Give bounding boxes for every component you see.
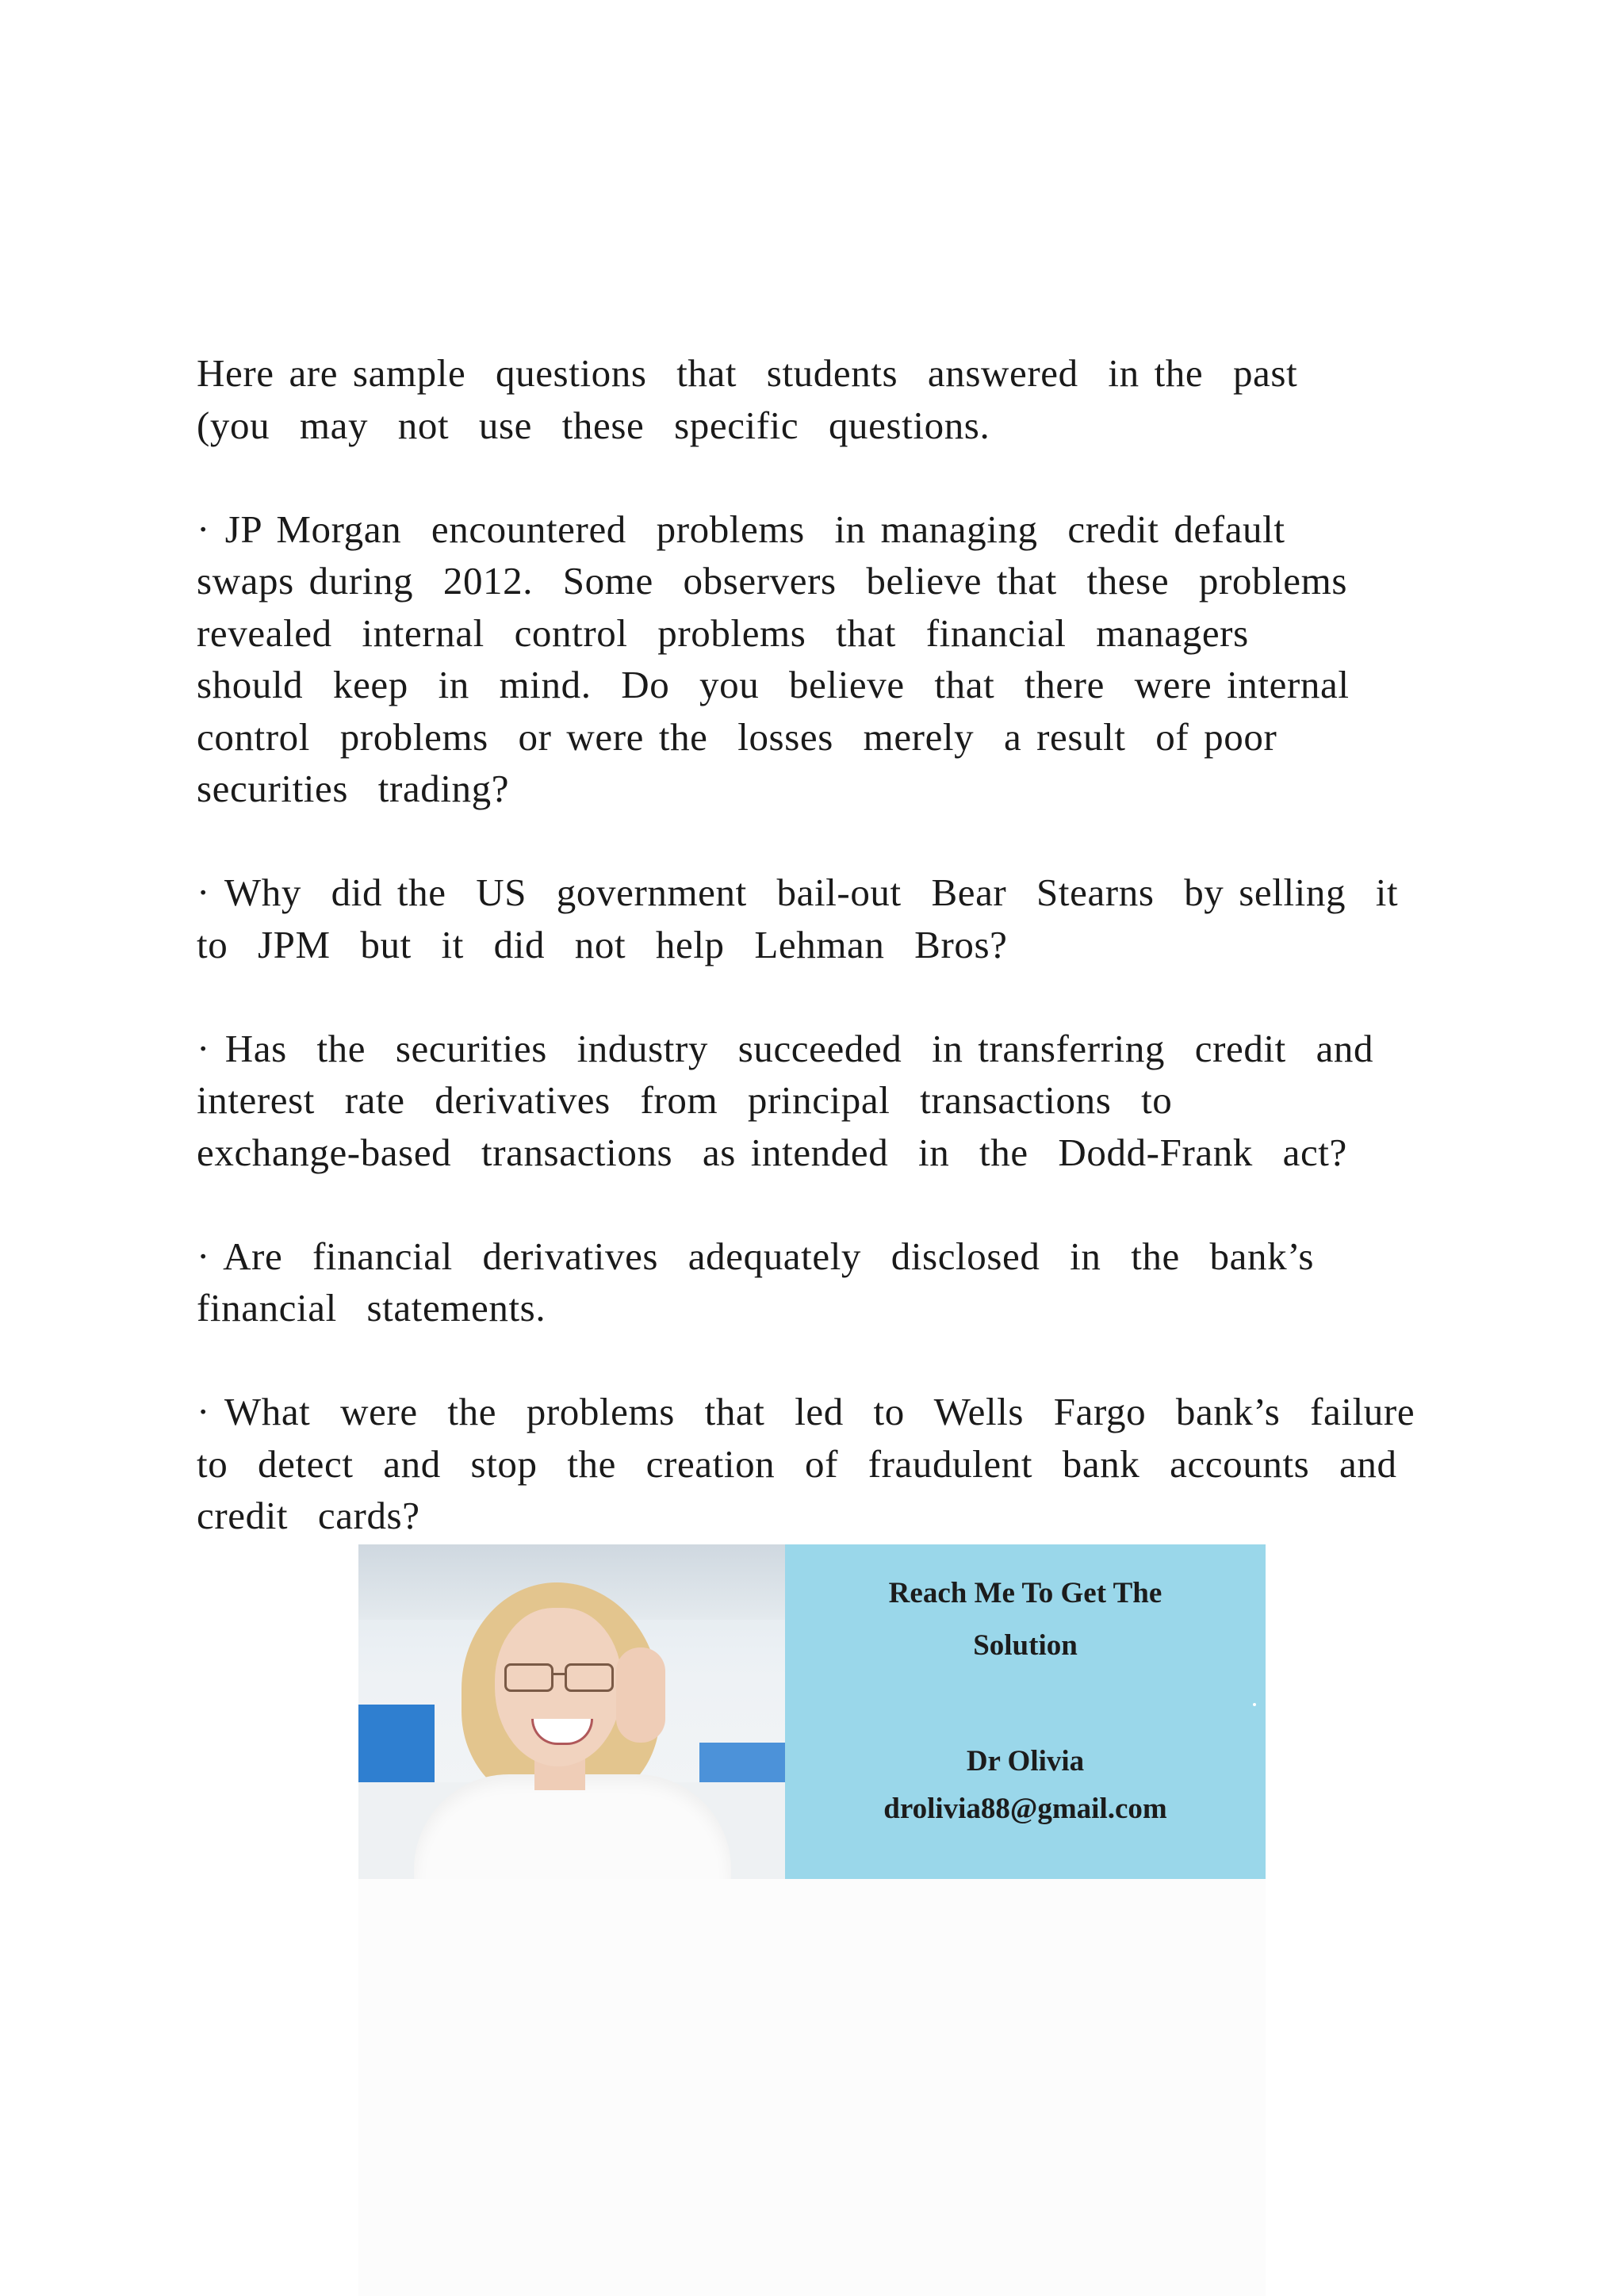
glasses-icon	[504, 1663, 614, 1689]
intro-line: (you may not use these specific questions.	[197, 403, 990, 447]
question-line: securities trading?	[197, 767, 510, 810]
intro-line: Here are sample questions that students answered in the past	[197, 351, 1298, 395]
question-paragraph	[197, 867, 1481, 970]
question-paragraph	[197, 1230, 1481, 1334]
question-line: exchange-based transactions as intended in the Dodd-Frank act?	[197, 1130, 1347, 1174]
question-line: should keep in mind. Do you believe that there were internal	[197, 663, 1350, 706]
question-paragraph	[197, 1386, 1481, 1542]
question-line: revealed internal control problems that financial managers	[197, 610, 1249, 655]
question-line: to JPM but it did not help Lehman Bros?	[197, 922, 1008, 966]
question-line: · Are financial derivatives adequately disclosed in the bank’s	[197, 1234, 1315, 1278]
banner-headline-cont: Solution	[973, 1629, 1078, 1662]
question-paragraph	[197, 503, 1481, 815]
banner-headline: Reach Me To Get The	[888, 1577, 1162, 1609]
document-body	[197, 347, 1481, 1594]
question-paragraph	[197, 1023, 1481, 1179]
question-line: credit cards?	[197, 1494, 420, 1537]
question-line: swaps during 2012. Some observers believe that these problems	[197, 559, 1348, 603]
contact-name: Dr Olivia	[966, 1745, 1085, 1777]
intro-paragraph	[197, 347, 1481, 451]
contact-email[interactable]: drolivia88@gmail.com	[883, 1793, 1167, 1825]
question-line: · What were the problems that led to Wells Fargo bank’s failure	[197, 1390, 1415, 1433]
question-line: · JP Morgan encountered problems in managing credit default	[197, 507, 1285, 551]
question-line: to detect and stop the creation of fraudulent bank accounts and	[197, 1441, 1397, 1486]
woman-photo	[358, 1544, 785, 1879]
blank-image-area	[358, 1879, 1266, 2296]
contact-info-panel	[785, 1544, 1266, 1879]
contact-banner	[358, 1544, 1266, 1879]
question-line: interest rate derivatives from principal transactions to	[197, 1078, 1173, 1122]
question-line: financial statements.	[197, 1286, 546, 1330]
question-line: · Why did the US government bail-out Bear Stearns by selling it	[197, 871, 1399, 914]
question-line: · Has the securities industry succeeded in transferring credit and	[197, 1026, 1374, 1070]
question-line: control problems or were the losses merely a result of poor	[197, 714, 1277, 759]
